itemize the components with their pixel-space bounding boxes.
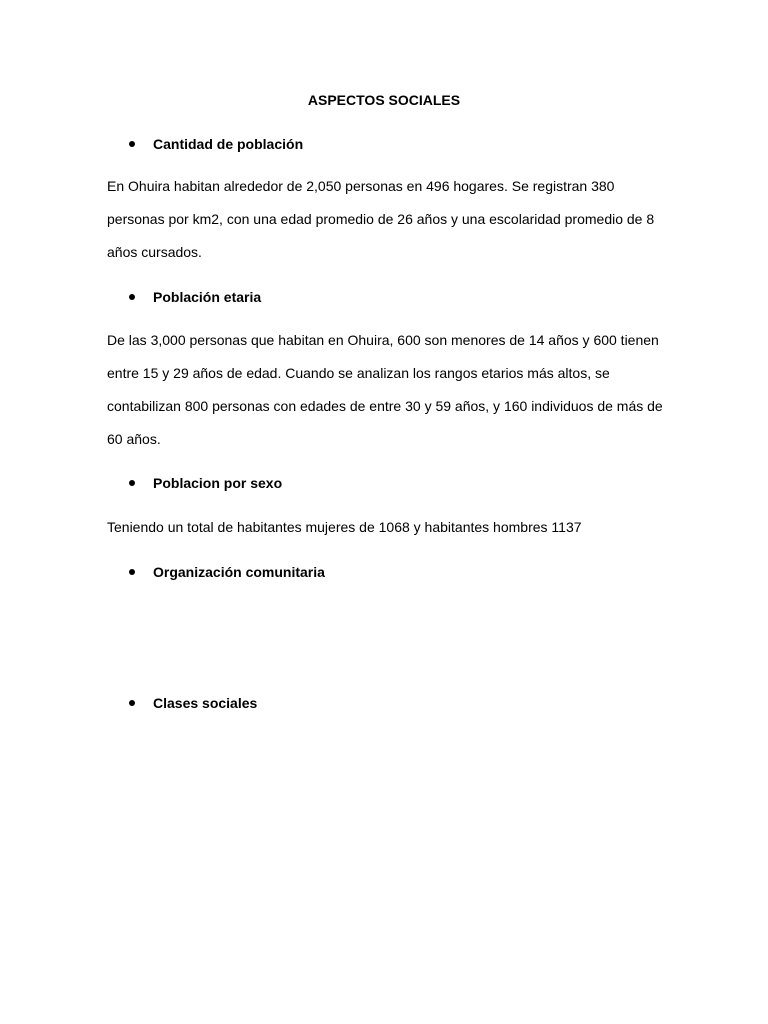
section-heading-label: Cantidad de población xyxy=(153,136,304,152)
bullet-icon xyxy=(129,294,135,300)
section-heading-label: Organización comunitaria xyxy=(153,564,325,580)
paragraph-line: De las 3,000 personas que habitan en Ohuira, 600 son menores de 14 años y 600 tienen xyxy=(107,332,659,348)
section-heading-poblacion-etaria xyxy=(128,287,261,307)
section-paragraph xyxy=(107,511,667,544)
bullet-icon xyxy=(129,700,135,706)
section-heading-organizacion-comunitaria xyxy=(128,562,325,582)
bullet-icon xyxy=(129,480,135,486)
bullet-icon xyxy=(129,569,135,575)
paragraph-line: años cursados. xyxy=(107,244,202,260)
paragraph-line: En Ohuira habitan alrededor de 2,050 personas en 496 hogares. Se registran 380 xyxy=(107,178,615,194)
bullet-icon xyxy=(129,141,135,147)
paragraph-line: personas por km2, con una edad promedio de 26 años y una escolaridad promedio de 8 xyxy=(107,211,655,227)
paragraph-line: 60 años. xyxy=(107,431,161,447)
paragraph-line: Teniendo un total de habitantes mujeres de 1068 y habitantes hombres 1137 xyxy=(107,519,582,535)
paragraph-line: entre 15 y 29 años de edad. Cuando se analizan los rangos etarios más altos, se xyxy=(107,365,610,381)
section-heading-label: Poblacion por sexo xyxy=(153,475,283,491)
section-heading-poblacion-por-sexo xyxy=(128,473,282,493)
paragraph-line: contabilizan 800 personas con edades de entre 30 y 59 años, y 160 individuos de más de xyxy=(107,398,663,414)
section-paragraph xyxy=(107,170,667,269)
section-heading-label: Clases sociales xyxy=(153,695,258,711)
section-heading-clases-sociales xyxy=(128,693,257,713)
section-heading-label: Población etaria xyxy=(153,289,262,305)
section-heading-cantidad-de-poblacion xyxy=(128,134,303,154)
document-title: ASPECTOS SOCIALES xyxy=(307,92,461,108)
section-paragraph xyxy=(107,324,667,456)
